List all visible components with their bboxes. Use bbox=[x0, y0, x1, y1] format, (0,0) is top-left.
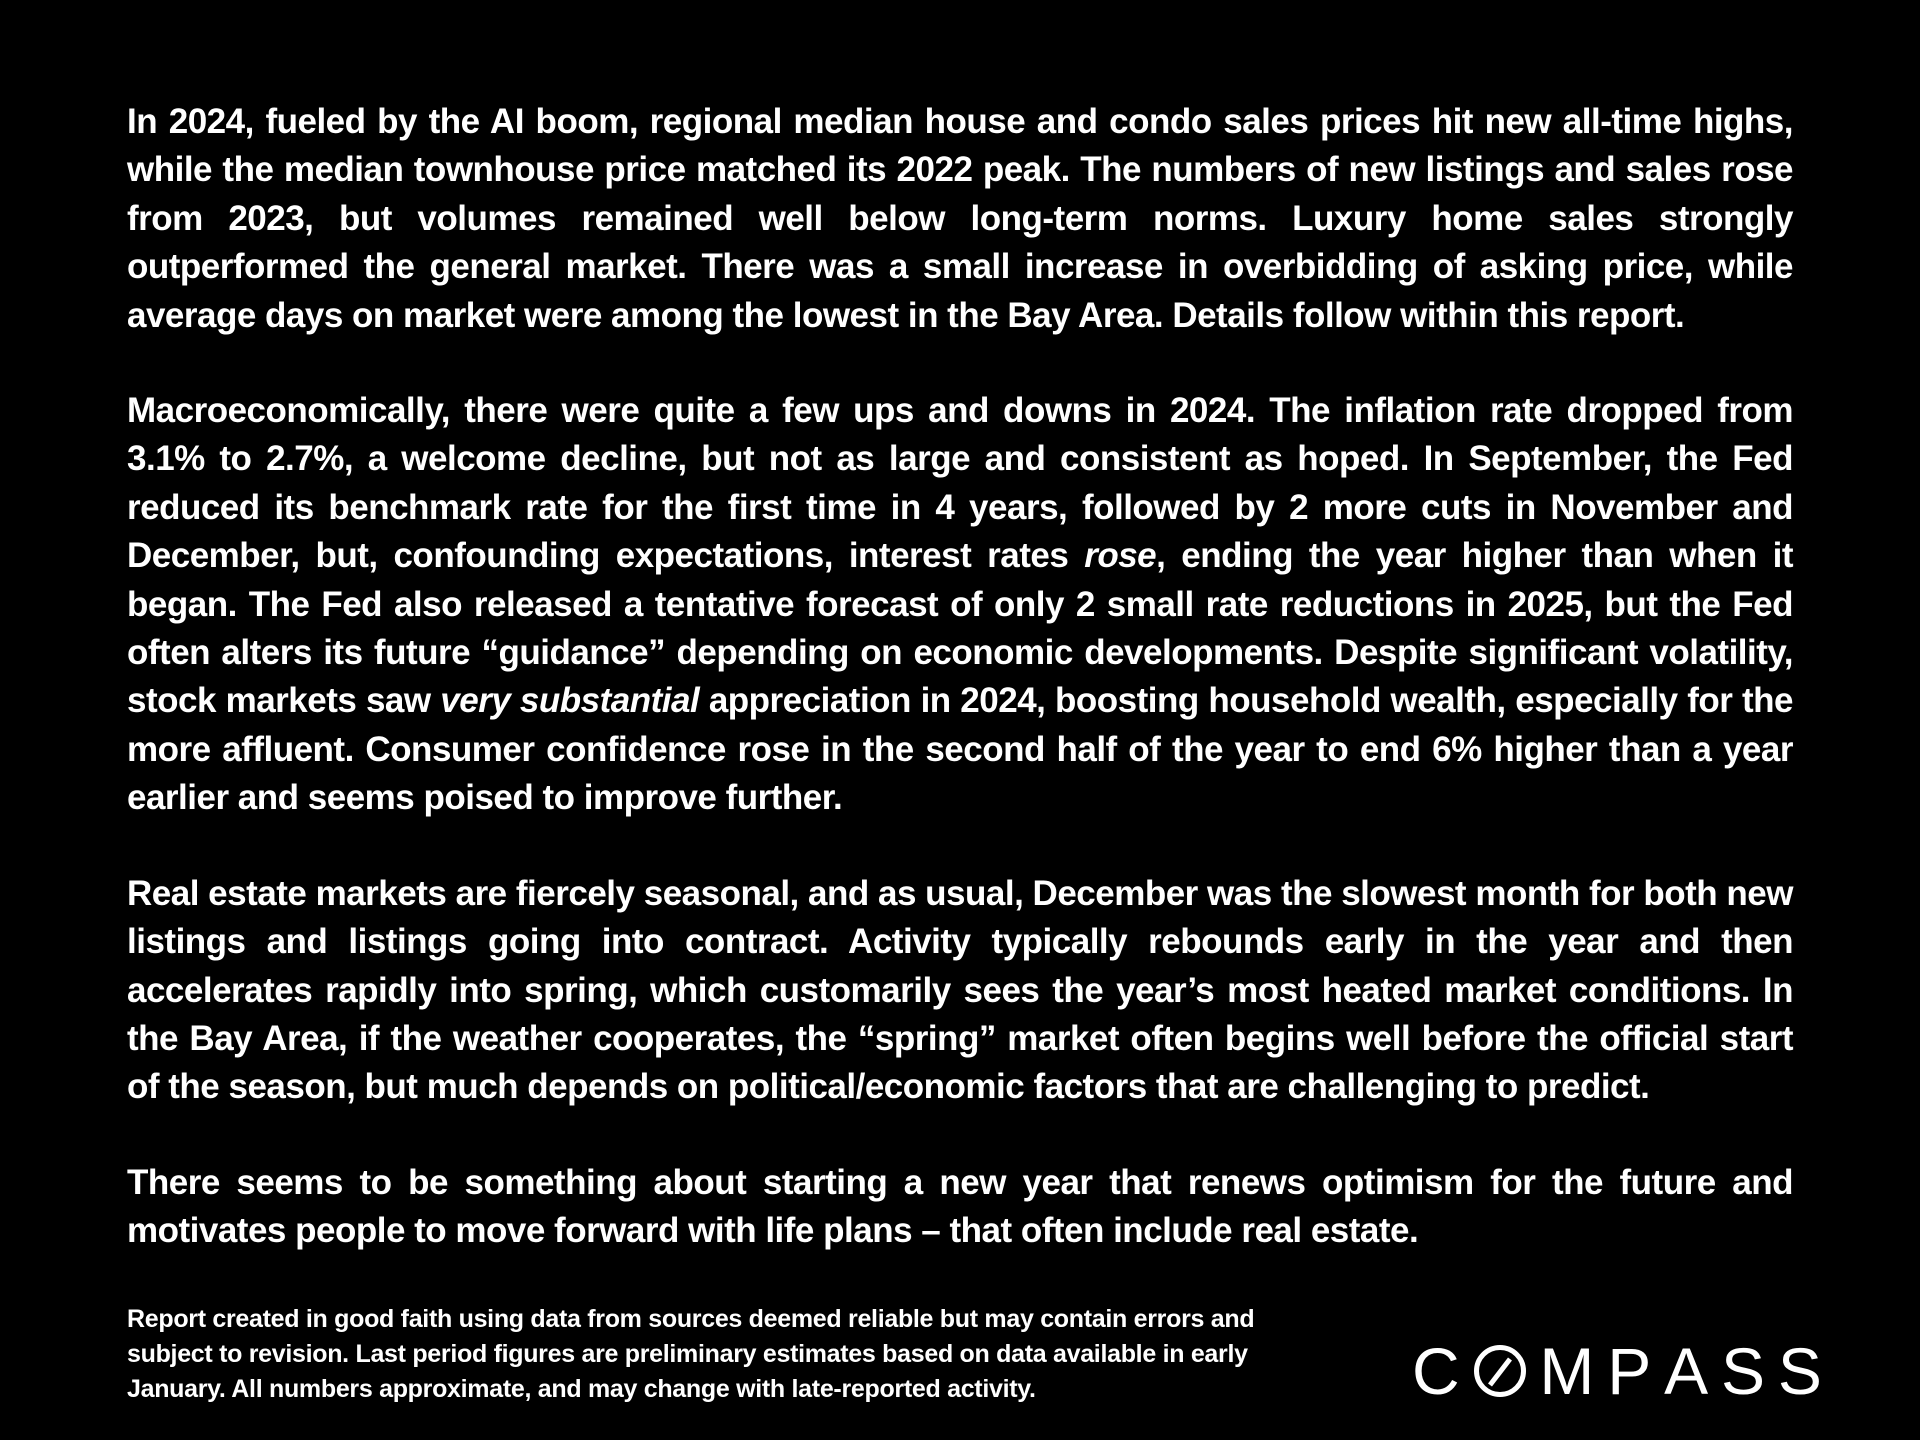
paragraph-text: , ending the year higher than when it began. The Fed also released a tentative forecast of only 2 small rate reductions in 2025, but the Fed often alters its future “guidance” depending on economic developments. Despite significant volatility, stock markets saw bbox=[127, 536, 1793, 721]
paragraph-text: There seems to be something about starting a new year that renews optimism for the future and motivates people to move forward with life plans – that often include real estate. bbox=[127, 1162, 1793, 1251]
compass-logo-o-slash-icon bbox=[1473, 1344, 1527, 1398]
paragraph-new-year bbox=[127, 1159, 1793, 1256]
logo-letter: P bbox=[1607, 1334, 1652, 1408]
emphasis-text: rose bbox=[1084, 536, 1157, 576]
report-body bbox=[127, 98, 1793, 1303]
emphasis-text: very substantial bbox=[440, 681, 700, 721]
logo-letter: S bbox=[1721, 1334, 1766, 1408]
logo-letter: S bbox=[1777, 1334, 1822, 1408]
logo-letter: A bbox=[1664, 1334, 1709, 1408]
compass-logo bbox=[1412, 1336, 1822, 1406]
logo-letter: C bbox=[1412, 1334, 1460, 1408]
paragraph-text: appreciation in 2024, boosting household wealth, especially for the more affluent. Consumer confidence rose in the second half of the year to end 6% higher than a year earlier and seems poised to improve further. bbox=[127, 681, 1794, 818]
paragraph-text: Real estate markets are fiercely seasonal, and as usual, December was the slowest month for both new listings and listings going into contract. Activity typically rebounds early in the year and then accelerates rapidly into spring, which customarily sees the year’s most heated market conditions. In the Bay Area, if the weather cooperates, the “spring” market often begins well before the official start of the season, but much depends on political/economic factors that are challenging to predict. bbox=[127, 873, 1793, 1107]
logo-letter: M bbox=[1539, 1334, 1595, 1408]
paragraph-seasonality bbox=[127, 870, 1793, 1112]
paragraph-macroeconomics bbox=[127, 387, 1793, 823]
paragraph-text: Macroeconomically, there were quite a few ups and downs in 2024. The inflation rate dropped from 3.1% to 2.7%, a welcome decline, but not as large and consistent as hoped. In September, the Fed reduced its benchmark rate for the first time in 4 years, followed by 2 more cuts in November and December, but, confounding expectations, interest rates bbox=[127, 391, 1793, 576]
paragraph-text: In 2024, fueled by the AI boom, regional median house and condo sales prices hit new all-time highs, while the median townhouse price matched its 2022 peak. The numbers of new listings and sales rose from 2023, but volumes remained well below long-term norms. Luxury home sales strongly outperformed the general market. There was a small increase in overbidding of asking price, while average days on market were among the lowest in the Bay Area. Details follow within this report. bbox=[127, 102, 1793, 335]
disclaimer: Report created in good faith using data from sources deemed reliable but may contain errors and subject to revision. Last period figures are preliminary estimates based on data available in early January. All numbers approximate, and may change with late-reported activity. bbox=[127, 1305, 1255, 1403]
paragraph-market-summary bbox=[127, 98, 1793, 340]
